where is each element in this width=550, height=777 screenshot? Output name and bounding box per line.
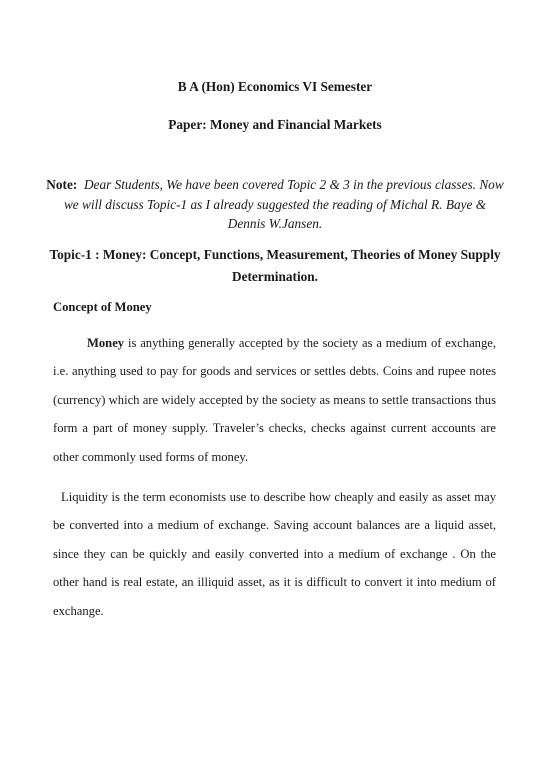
course-title: B A (Hon) Economics VI Semester: [177, 79, 373, 94]
para-body: is anything generally accepted by the society as a medium of exchange, i.e. anything used to pay for goods and services or settles debts. Coins and rupee notes (currency) which are widely accepted by the society as means to settle transactions thus form a part of money supply. Traveler’s checks, checks against current accounts are other commonly used forms of money.: [53, 336, 496, 464]
paragraph-money-definition: [53, 329, 496, 471]
paragraph-liquidity: Liquidity is the term economists use to describe how cheaply and easily as asset may be converted into a medium of exchange. Saving account balances are a liquid asset, since they can be quickly and easily converted into a medium of exchange . On the other hand is real estate, an illiquid asset, as it is difficult to convert it into medium of exchange.: [53, 490, 496, 618]
note-text: Dear Students, We have been covered Topic 2 & 3 in the previous classes. Now we will discuss Topic-1 as I already suggested the reading of Michal R. Baye & Dennis W.Jansen.: [63, 177, 504, 231]
paper-title: Paper: Money and Financial Markets: [168, 117, 382, 132]
topic-heading: Topic-1 : Money: Concept, Functions, Measurement, Theories of Money Supply Determination.: [49, 247, 501, 284]
note-block: [44, 175, 506, 234]
section-heading: Concept of Money: [53, 300, 152, 314]
note-label: Note:: [46, 177, 78, 192]
para-lead-term: Money: [87, 336, 125, 350]
